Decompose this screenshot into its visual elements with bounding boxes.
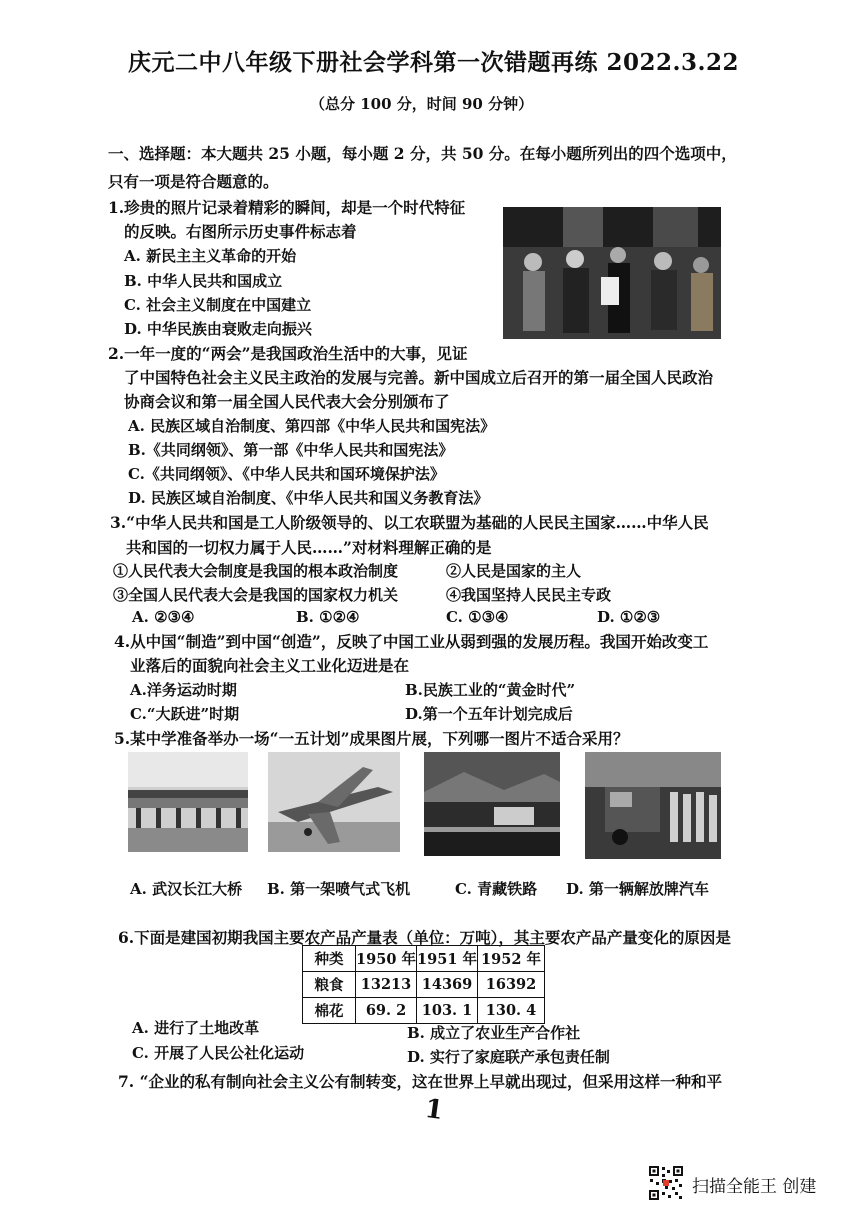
q4-option-d: D.第一个五年计划完成后 [405, 705, 573, 723]
table-cell: 13213 [356, 972, 417, 998]
q5-option-a: A. 武汉长江大桥 [130, 880, 243, 898]
q6-stem: 6.下面是建国初期我国主要农产品产量表（单位：万吨），其主要农产品产量变化的原因是 [118, 928, 731, 947]
q2-stem-line-3: 协商会议和第一届全国人民代表大会分别颁布了 [124, 392, 450, 411]
q6-option-a: A. 进行了土地改革 [132, 1019, 260, 1037]
production-table [302, 945, 545, 1024]
header-cell: 1951 年 [417, 946, 478, 972]
q2-stem-line-2: 了中国特色社会主义民主政治的发展与完善。新中国成立后召开的第一届全国人民政治 [124, 368, 714, 387]
q5-stem: 5.某中学准备举办一场“一五计划”成果图片展，下列哪一图片不适合采用？ [114, 729, 629, 748]
q1-stem-line-2: 的反映。右图所示历史事件标志着 [124, 222, 357, 241]
q6-option-b: B. 成立了农业生产合作社 [407, 1024, 581, 1042]
q3-item-1: ①人民代表大会制度是我国的根本政治制度 [113, 562, 399, 580]
q6-option-d: D. 实行了家庭联产承包责任制 [407, 1048, 610, 1066]
q1-option-d: D. 中华民族由衰败走向振兴 [124, 320, 312, 338]
q5-option-c: C. 青藏铁路 [455, 880, 538, 898]
q2-option-c: C.《共同纲领》、《中华人民共和国环境保护法》 [128, 465, 445, 483]
q1-option-a: A. 新民主主义革命的开始 [124, 247, 297, 265]
q3-option-a: A. ②③④ [132, 608, 195, 626]
table-cell: 14369 [417, 972, 478, 998]
qr-code-icon [648, 1165, 684, 1201]
table-cell: 粮食 [303, 972, 356, 998]
founding-ceremony-photo [503, 207, 721, 339]
q3-stem-line-2: 共和国的一切权力属于人民……”对材料理解正确的是 [126, 538, 492, 557]
q7-stem: 7. “企业的私有制向社会主义公有制转变，这在世界上早就出现过，但采用这样一种和平 [118, 1072, 722, 1091]
header-cell: 1952 年 [478, 946, 545, 972]
table-row [303, 998, 545, 1024]
q4-stem-line-1: 4.从中国“制造”到中国“创造”，反映了中国工业从弱到强的发展历程。我国开始改变工 [114, 632, 709, 651]
q1-option-c: C. 社会主义制度在中国建立 [124, 296, 312, 314]
q2-stem-line-1: 2.一年一度的“两会”是我国政治生活中的大事，见证 [108, 344, 468, 363]
table-cell: 69. 2 [356, 998, 417, 1024]
q1-stem-line-1: 1.珍贵的照片记录着精彩的瞬间，却是一个时代特征 [108, 198, 466, 217]
exam-subtitle: （总分 100 分，时间 90 分钟） [310, 95, 534, 113]
wuhan-bridge-photo [128, 752, 248, 852]
qinghai-tibet-railway-photo [424, 752, 560, 856]
page-number-mark: 1 [423, 1093, 446, 1127]
header-cell: 1950 年 [356, 946, 417, 972]
section-heading-line-2: 只有一项是符合题意的。 [108, 172, 279, 191]
q2-option-d: D. 民族区域自治制度、《中华人民共和国义务教育法》 [128, 489, 489, 507]
q6-option-c: C. 开展了人民公社化运动 [132, 1044, 305, 1062]
q2-option-b: B.《共同纲领》、第一部《中华人民共和国宪法》 [128, 441, 454, 459]
table-header-row [303, 946, 545, 972]
q3-option-c: C. ①③④ [446, 608, 509, 626]
table-cell: 16392 [478, 972, 545, 998]
q4-option-c: C.“大跃进”时期 [130, 705, 240, 723]
q1-option-b: B. 中华人民共和国成立 [124, 272, 283, 290]
q4-option-b: B.民族工业的“黄金时代” [405, 681, 576, 699]
q3-option-b: B. ①②④ [296, 608, 360, 626]
q5-option-d: D. 第一辆解放牌汽车 [566, 880, 709, 898]
q4-stem-line-2: 业落后的面貌向社会主义工业化迈进是在 [130, 656, 410, 675]
q3-stem-line-1: 3.“中华人民共和国是工人阶级领导的、以工农联盟为基础的人民民主国家……中华人民 [110, 513, 709, 532]
scanner-brand-label: 扫描全能王 创建 [692, 1177, 817, 1197]
section-heading-line-1: 一、选择题：本大题共 25 小题，每小题 2 分，共 50 分。在每小题所列出的四个选项中， [108, 144, 737, 163]
q3-option-d: D. ①②③ [597, 608, 661, 626]
q3-item-2: ②人民是国家的主人 [446, 562, 582, 580]
table-cell: 棉花 [303, 998, 356, 1024]
table-cell: 130. 4 [478, 998, 545, 1024]
q2-option-a: A. 民族区域自治制度、第四部《中华人民共和国宪法》 [128, 417, 496, 435]
q3-item-4: ④我国坚持人民民主专政 [446, 586, 612, 604]
table-cell: 103. 1 [417, 998, 478, 1024]
jet-aircraft-photo [268, 752, 400, 852]
table-row [303, 972, 545, 998]
q5-option-b: B. 第一架喷气式飞机 [267, 880, 411, 898]
jiefang-truck-photo [585, 752, 721, 859]
exam-title: 庆元二中八年级下册社会学科第一次错题再练 2022.3.22 [128, 49, 740, 76]
q4-option-a: A.洋务运动时期 [130, 681, 237, 699]
header-cell: 种类 [303, 946, 356, 972]
q3-item-3: ③全国人民代表大会是我国的国家权力机关 [113, 586, 399, 604]
